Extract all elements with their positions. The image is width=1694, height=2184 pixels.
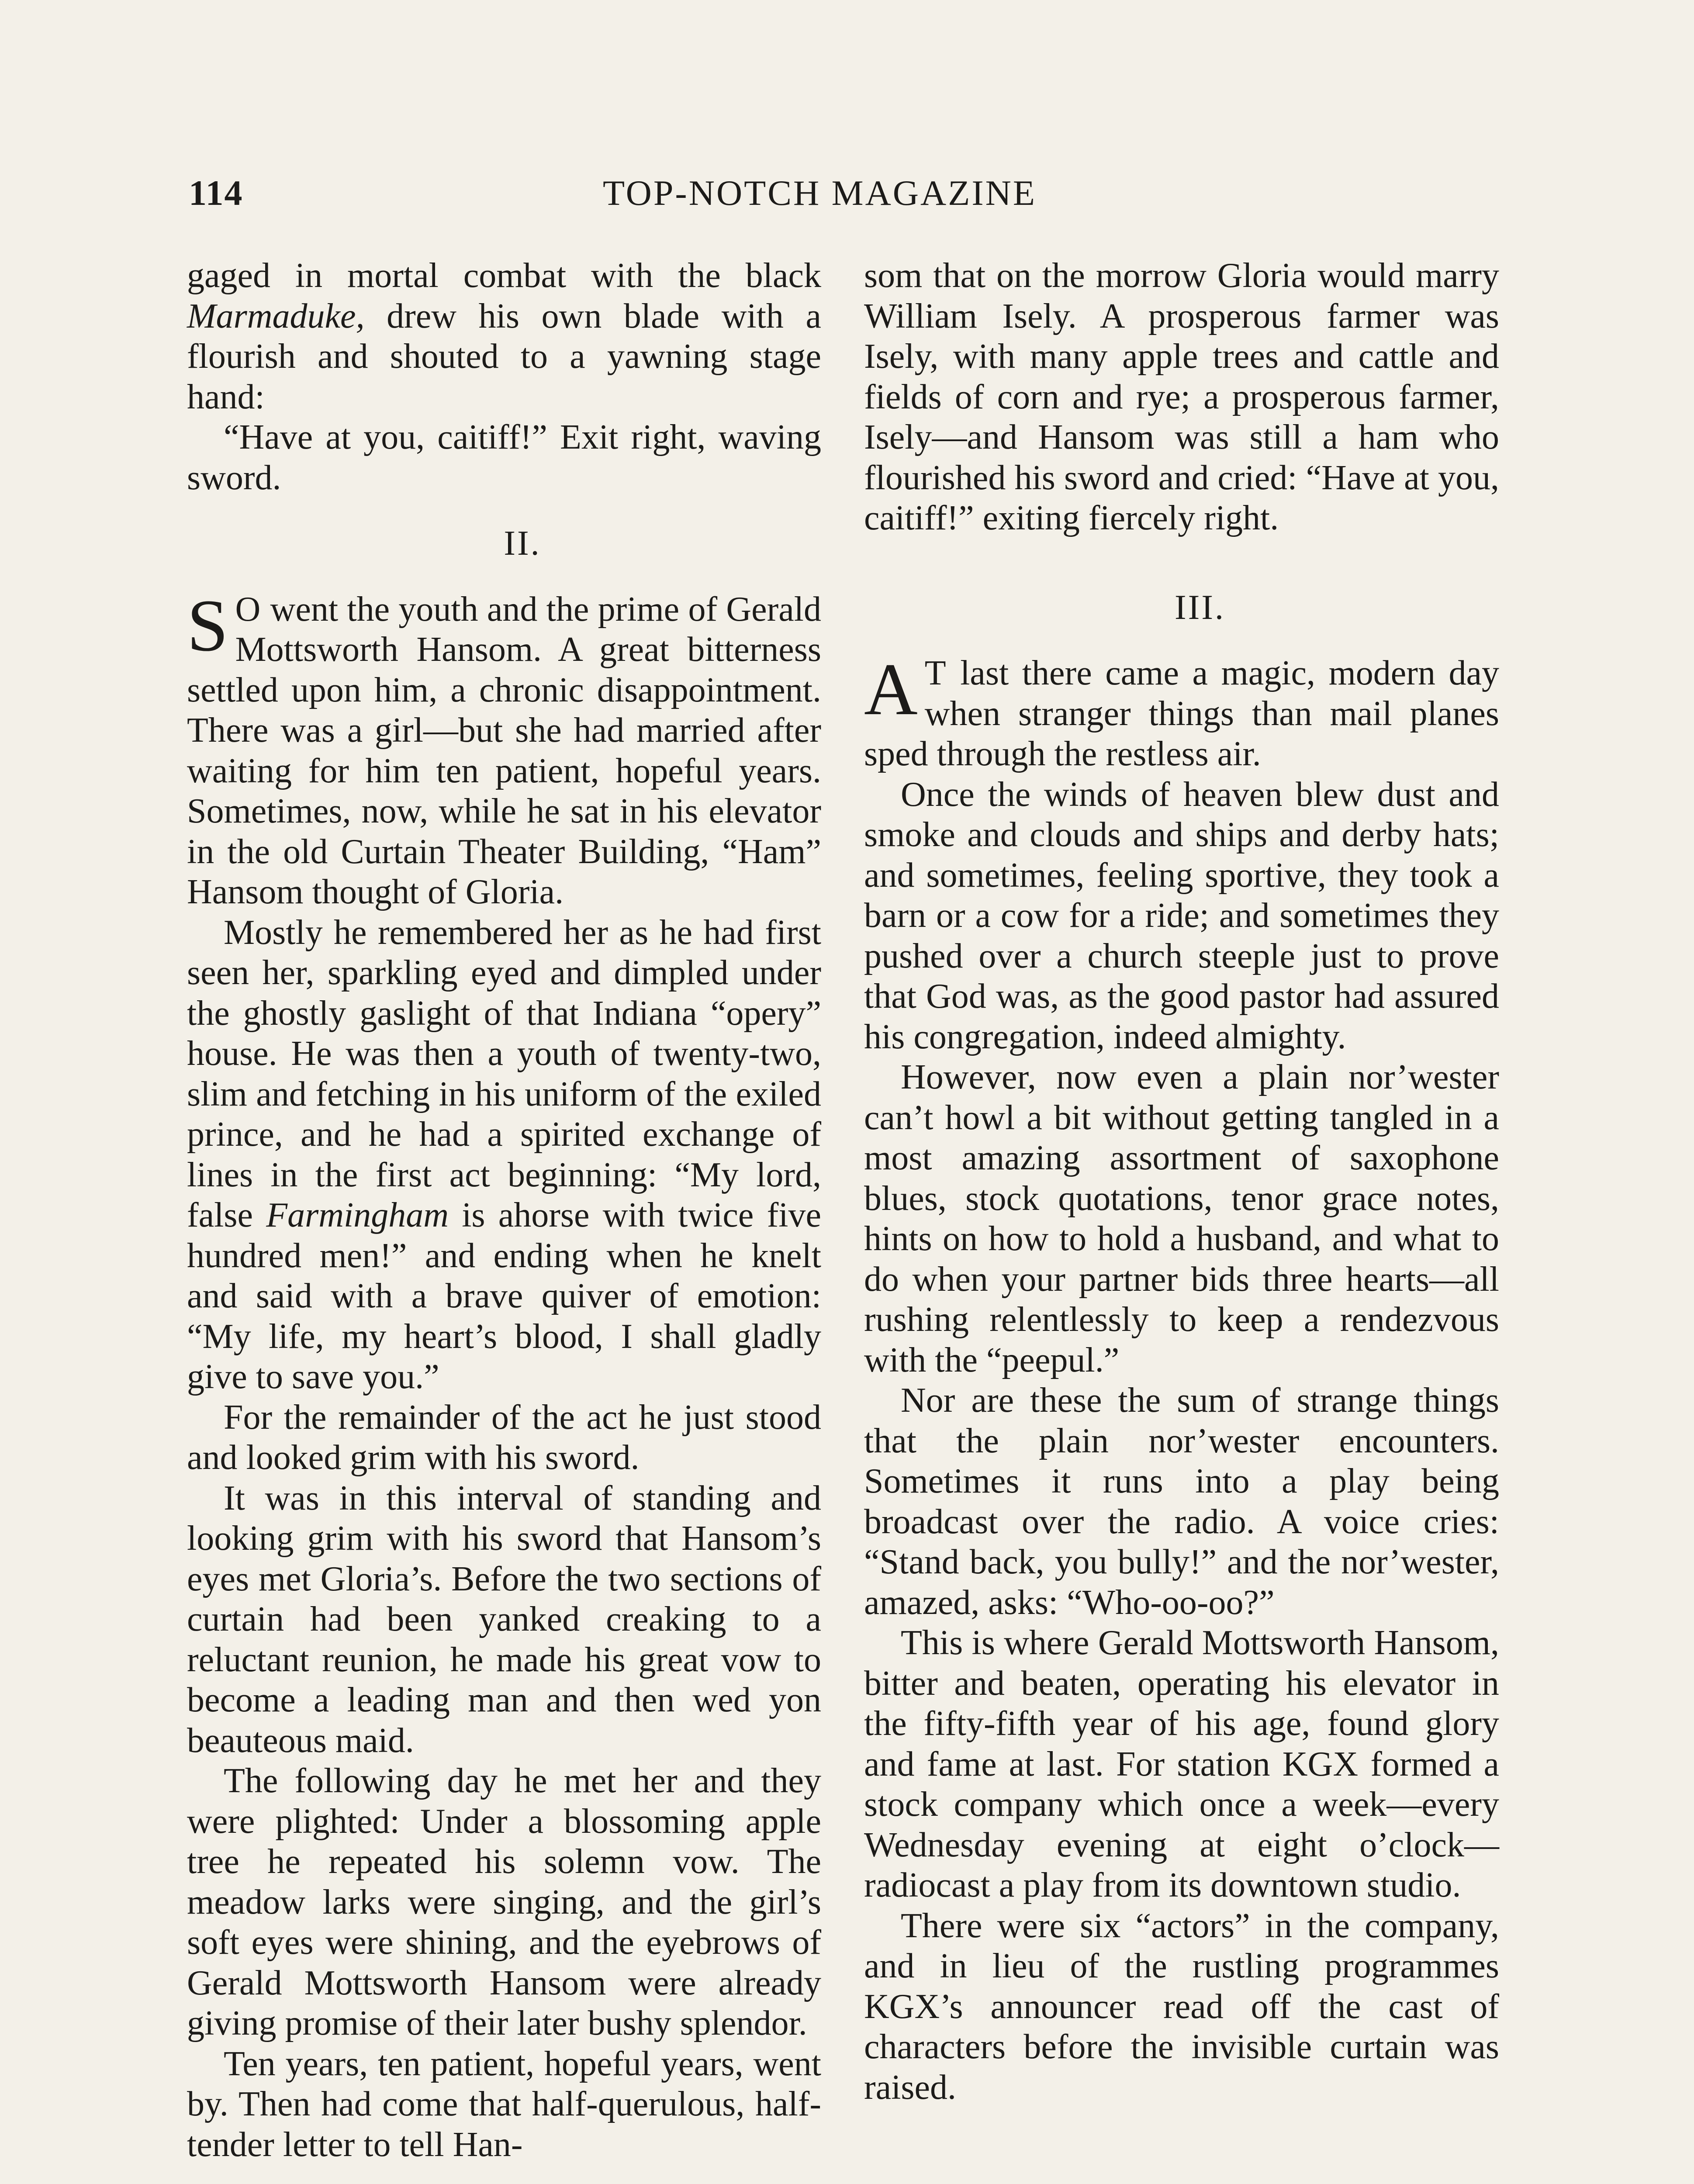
paragraph (187, 584, 821, 912)
paragraph: Nor are these the sum of strange things that the plain nor’wester encounters. Sometimes it runs into a play being broadcast over the radio. A voice cries: “Stand back, you bully!” and the nor’wester, amazed, asks: “Who-oo-oo?” (864, 1381, 1499, 1622)
left-column (187, 256, 821, 2165)
paragraph: This is where Gerald Mottsworth Hansom, bitter and beaten, operating his elevator in the fifty-fifth year of his age, found glory and fame at last. For station KGX formed a stock company which once a week—every Wednesday evening at eight o’clock—radiocast a play from its downtown studio. (864, 1624, 1499, 1904)
text-span: is ahorse with twice five hundred men!” and ending when he knelt and said with a brave quiver of emotion: “My life, my heart’s blood, I shall gladly give to save you.” (187, 1196, 821, 1396)
paragraph: The following day he met her and they were plighted: Under a blossoming apple tree he repeated his solemn vow. The meadow larks were singing, and the girl’s soft eyes were shining, and the eyebrows of Gerald Mottsworth Hansom were already giving promise of their later bushy splendor. (187, 1762, 821, 2042)
paragraph: It was in this interval of standing and looking grim with his sword that Hansom’s eyes met Gloria’s. Before the two sections of curtain had been yanked creaking to a reluctant reunion, he made his great vow to become a leading man and then wed yon beauteous maid. (187, 1479, 821, 1760)
paragraph (187, 256, 821, 417)
paragraph: There were six “actors” in the company, and in lieu of the rustling programmes KGX’s announcer read off the cast of characters before the invisible curtain was raised. (864, 1906, 1499, 2107)
running-head: TOP-NOTCH MAGAZINE (603, 173, 1037, 213)
opening-letter: O (235, 590, 262, 629)
paragraph: som that on the morrow Gloria would marry William Isely. A prosperous farmer was Isely, with many apple trees and cattle and fields of corn and rye; a prosperous farmer, Isely—and Hansom was still a ham who flourished his sword and cried: “Have at you, caitiff!” exiting fiercely right. (864, 256, 1499, 537)
italic-name: Marmaduke, (187, 297, 365, 335)
text-span: drew his own blade with a flourish and shouted to a yawning stage hand: (187, 297, 821, 416)
paragraph: “Have at you, caitiff!” Exit right, waving sword. (187, 418, 821, 497)
paragraph (864, 648, 1499, 774)
text-span: gaged in mortal combat with the black (187, 256, 821, 295)
drop-cap: A (864, 648, 918, 730)
page-header (0, 173, 1694, 225)
paragraph: Ten years, ten patient, hopeful years, went by. Then had come that half-querulous, half-tender letter to tell Han- (187, 2044, 821, 2164)
section-heading-iii: III. (1175, 588, 1225, 627)
right-column (864, 256, 1499, 2108)
italic-name: Farmingham (266, 1196, 449, 1234)
text-span: Mostly he remembered her as he had first seen her, sparkling eyed and dimpled under the ghostly gaslight of that Indiana “opery” house. He was then a youth of twenty-two, slim and fetching in his uniform of the exiled prince, and he had a spirited exchange of lines in the first act beginning: “My lord, false (187, 913, 821, 1234)
text-span: last there came a magic, modern day when stranger things than mail planes sped through the restless air. (864, 654, 1499, 773)
paragraph: Once the winds of heaven blew dust and smoke and clouds and ships and derby hats; and sometimes, feeling sportive, they took a barn or a cow for a ride; and sometimes they pushed over a church steeple just to prove that God was, as the good pastor had assured his congregation, indeed almighty. (864, 775, 1499, 1056)
page-number: 114 (189, 173, 243, 213)
paragraph: For the remainder of the act he just stood and looked grim with his sword. (187, 1398, 821, 1477)
paragraph (187, 912, 821, 1397)
opening-letter: T (924, 654, 947, 692)
drop-cap: S (187, 584, 228, 667)
section-heading-ii: II. (504, 524, 541, 563)
paragraph: However, now even a plain nor’wester can’t howl a bit without getting tangled in a most amazing assortment of saxophone blues, stock quotations, tenor grace notes, hints on how to hold a husband, and what to do when your partner bids three hearts—all rushing relentlessly to keep a rendezvous with the “peepul.” (864, 1058, 1499, 1379)
text-span: went the youth and the prime of Gerald Mottsworth Hansom. A great bitterness settled upon him, a chronic disappointment. There was a girl—but she had married after waiting for him ten patient, hopeful years. Sometimes, now, while he sat in his elevator in the old Curtain Theater Building, “Ham” Hansom thought of Gloria. (187, 590, 821, 911)
